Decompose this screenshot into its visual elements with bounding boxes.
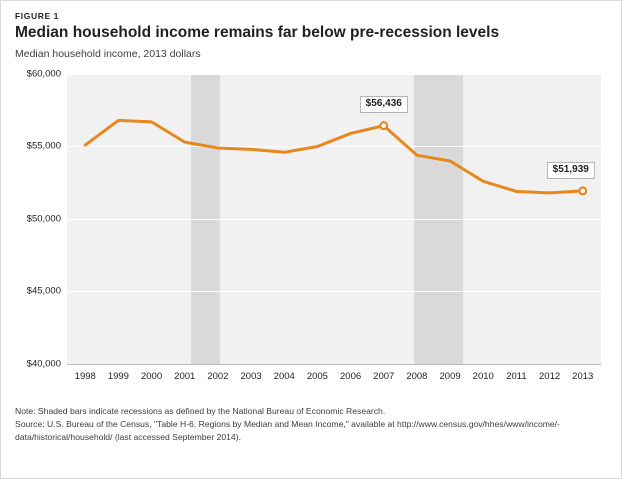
x-axis-tick-label: 2001 bbox=[174, 370, 196, 382]
y-axis-tick-label: $45,000 bbox=[26, 285, 61, 297]
figure-notes bbox=[15, 405, 607, 444]
y-axis-tick-label: $40,000 bbox=[26, 358, 61, 370]
figure-label: FIGURE 1 bbox=[15, 11, 60, 21]
gridline-40000 bbox=[67, 364, 601, 365]
y-axis-tick-label: $60,000 bbox=[26, 68, 61, 80]
x-axis-tick-label: 2000 bbox=[140, 370, 163, 382]
y-axis-tick-label: $50,000 bbox=[26, 213, 61, 225]
x-axis-tick-label: 2012 bbox=[539, 370, 561, 382]
plot-region bbox=[26, 68, 601, 382]
x-axis-tick-label: 1999 bbox=[107, 370, 129, 382]
note-text: Note: Shaded bars indicate recessions as defined by the National Bureau of Economic Research. bbox=[15, 406, 386, 416]
x-axis-tick-label: 2004 bbox=[273, 370, 295, 382]
income-line-series bbox=[67, 74, 601, 364]
x-axis-tick-label: 2005 bbox=[306, 370, 328, 382]
figure-header bbox=[1, 1, 621, 60]
data-point-marker bbox=[380, 122, 387, 129]
series-path bbox=[85, 120, 583, 192]
x-axis-tick-label: 2002 bbox=[207, 370, 229, 382]
x-axis-tick-label: 2011 bbox=[506, 370, 527, 382]
x-axis-tick-label: 2007 bbox=[373, 370, 395, 382]
data-point-marker bbox=[579, 187, 586, 194]
x-axis-tick-label: 2006 bbox=[340, 370, 362, 382]
x-axis-tick-label: 2010 bbox=[472, 370, 494, 382]
y-axis-tick-label: $55,000 bbox=[26, 140, 61, 152]
source-text-line2: data/historical/household/ (last accessed September 2014). bbox=[15, 431, 241, 442]
x-axis-tick-label: 2003 bbox=[240, 370, 262, 382]
source-text-line1: Source: U.S. Bureau of the Census, "Table H-6. Regions by Median and Mean Income," available at http://www.census.gov/hhes/www/income/- bbox=[15, 419, 560, 430]
data-label-callout: $56,436 bbox=[360, 96, 408, 113]
data-label-callout: $51,939 bbox=[547, 162, 595, 179]
chart-area bbox=[15, 66, 607, 386]
x-axis-tick-label: 1998 bbox=[74, 370, 96, 382]
figure-subtitle: Median household income, 2013 dollars bbox=[15, 47, 201, 60]
x-axis-tick-label: 2009 bbox=[439, 370, 461, 382]
x-axis-tick-label: 2008 bbox=[406, 370, 428, 382]
x-axis-tick-label: 2013 bbox=[572, 370, 594, 382]
page-title: Median household income remains far below pre-recession levels bbox=[15, 24, 500, 41]
